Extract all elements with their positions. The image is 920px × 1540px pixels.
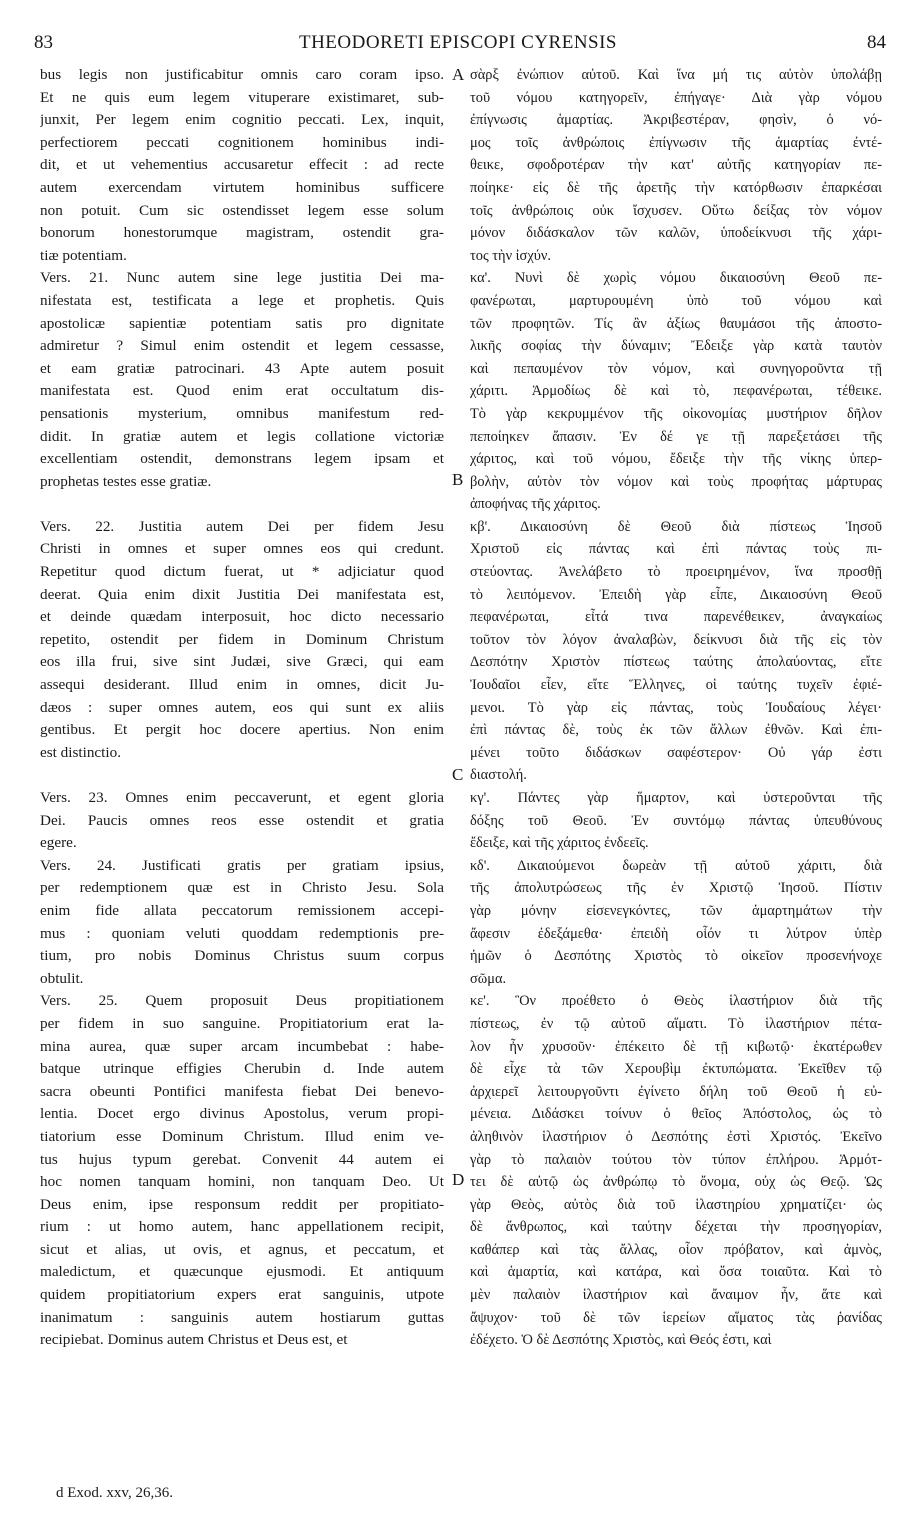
latin-text-line: egere. [40, 834, 77, 852]
latin-text-line: et eam gratiæ patrocinari. 43 Apte autem posuit [40, 359, 444, 377]
latin-text-line: Vers. 21. Nunc autem sine lege justitia Dei ma- [40, 269, 444, 287]
greek-text-line: μος τοῖς ἀνθρώποις ἐπίγνωσιν τῆς ἁμαρτίας ἐντέ- [470, 134, 882, 151]
greek-text-line: κα'. Νυνὶ δὲ χωρὶς νόμου δικαιοσύνη Θεοῦ πε- [470, 270, 882, 287]
greek-text-line: ἀποφήνας τῆς χάριτος. [470, 496, 601, 513]
latin-text-line: Christi in omnes et super omnes eos qui credunt. [40, 540, 444, 558]
greek-text-line: σὰρξ ἐνώπιον αὐτοῦ. Καὶ ἵνα μή τις αὐτὸν ὑπολάβῃ [470, 67, 882, 83]
greek-text-line: τος τὴν ἰσχύν. [470, 247, 551, 264]
greek-text-line: χάριτος, καὶ τοῦ νόμου, ἔδειξε τὴν τῆς νίκης ὑπερ- [470, 451, 882, 468]
latin-text-line: dæos : super omnes autem, eos qui sunt ex aliis [40, 698, 444, 716]
page-number-left: 83 [34, 32, 53, 53]
greek-text-line: φανέρωται, μαρτυρουμένη ὑπὸ τοῦ νόμου καὶ [470, 292, 882, 309]
greek-text-line: τοῦτον τὸν λόγον ἀναλαβὼν, δείκνυσι διὰ τῆς εἰς τὸν [470, 631, 882, 648]
latin-spacer [40, 493, 444, 516]
greek-text-line: ἄφεσιν ἐδεξάμεθα· ἐπειδὴ οἷόν τι λύτρον ὑπὲρ [470, 925, 882, 942]
latin-text-line: assequi desiderant. Illud enim in omnes, dicit Ju- [40, 676, 444, 694]
greek-text-line: ἔδειξε, καὶ τῆς χάριτος ἐνδεεῖς. [470, 835, 649, 852]
latin-text-line: non potuit. Cum sic ostendisset legem esse solum [40, 201, 444, 219]
latin-text-line: tus hujus typum gerebat. Convenit 44 autem ei [40, 1150, 444, 1168]
latin-text-line: per fidem in suo sanguine. Propitiatorium erat la- [40, 1014, 444, 1032]
latin-text-line: tiatorium esse Dominum Christum. Illud enim ve- [40, 1127, 444, 1145]
latin-text-line: Repetitur quod dictum fuerat, ut * adjiciatur quod [40, 563, 444, 581]
latin-text-line: manifestata est. Quod enim erat occultatum dis- [40, 382, 444, 400]
greek-text-line: ἀρχιερεῖ λειτουργοῦντι ἐγίνετο δήλη τοῦ Θεοῦ ἡ εὐ- [470, 1083, 882, 1100]
latin-text-line: Vers. 22. Justitia autem Dei per fidem Jesu [40, 517, 444, 535]
greek-text-line: ποίηκε· εἰς δὲ τῆς ἀρετῆς τὴν κατόρθωσιν ἐπαρκέσαι [470, 179, 882, 196]
greek-text-line: ἀληθινὸν ἱλαστήριον ὁ Δεσπότης ἐστὶ Χριστός. Ἐκεῖνο [470, 1128, 882, 1145]
greek-text-line: ἡμῶν ὁ Δεσπότης Χριστὸς τὸ οἰκεῖον προσενήνοχε [470, 948, 882, 965]
latin-text-line: bus legis non justificabitur omnis caro coram ipso. [40, 66, 444, 83]
latin-text-line: junxit, Per legem enim cognitio peccati. Lex, inquit, [40, 111, 444, 129]
greek-text-line: κγ'. Πάντες γὰρ ἥμαρτον, καὶ ὑστεροῦνται τῆς [470, 790, 882, 806]
latin-text-line: inanimatum : sanguinis autem hostiarum guttas [40, 1308, 444, 1326]
greek-text-line: ἐπὶ πάντας δὲ, τοὺς ἐκ τῶν ἄλλων ἐθνῶν. Καὶ ἐπι- [470, 722, 882, 739]
latin-text-line: mus : quoniam veluti quoddam redemptionis pre- [40, 924, 444, 942]
latin-text-line: mina aurea, quæ super arcam incumbebat : habe- [40, 1037, 444, 1055]
latin-spacer [40, 764, 444, 787]
latin-text-line: excellentiam ostendit, demonstrans legem ipsam et [40, 450, 444, 468]
page-number-right: 84 [867, 32, 886, 53]
greek-text-line: Ἰουδαῖοι εἶεν, εἴτε Ἕλληνες, οἱ ταύτης τυχεῖν ἐφιέ- [470, 677, 882, 694]
latin-text-line: Vers. 23. Omnes enim peccaverunt, et egent gloria [40, 789, 444, 806]
margin-letter-c: C [452, 765, 464, 784]
latin-text-line: rium : ut homo autem, hanc appellationem recipit, [40, 1218, 444, 1236]
greek-text-line: γὰρ μόνην εἰσενεγκόντες, τῶν ἁμαρτημάτων τὴν [470, 902, 882, 919]
latin-text-line: hoc nomen tanquam homini, non tanquam Deo. Ut [40, 1173, 444, 1191]
latin-text-line: enim fide allata peccatorum remissionem accepi- [40, 901, 444, 919]
greek-text-line: γὰρ τὸ παλαιὸν τούτου τὸν τύπον ἐπλήρου. Ἁρμότ- [470, 1151, 882, 1168]
latin-text-line: apostolicæ sapientiæ potentiam satis pro dignitate [40, 314, 444, 332]
greek-text-line: λον ἦν χρυσοῦν· ἐπέκειτο δὲ τῇ κιβωτῷ· ἑκατέρωθεν [470, 1038, 882, 1055]
greek-text-line: τῶν προφητῶν. Τίς ἂν ἀξίως θαυμάσοι τῆς ἀποστο- [470, 315, 882, 332]
latin-text-line: Vers. 24. Justificati gratis per gratiam ipsius, [40, 856, 444, 874]
greek-text-line: ἐδέχετο. Ὁ δὲ Δεσπότης Χριστὸς, καὶ Θεός ἐστι, καὶ [470, 1332, 772, 1349]
greek-text-line: μὲν παλαιὸν ἱλαστήριον καὶ ἄναιμον ἦν, ἅτε καὶ [470, 1287, 882, 1304]
greek-text-line: πίστεως, ἐν τῷ αὐτοῦ αἵματι. Τὸ ἱλαστήριον πέτα- [470, 1015, 882, 1032]
greek-text-line: ἄψυχον· τοῦ δὲ τῶν ἱερείων αἵματος τὰς ῥανίδας [470, 1309, 882, 1326]
greek-text-line: τοῦ νόμου κατηγορεῖν, ἐπήγαγε· Διὰ γὰρ νόμου [470, 89, 882, 106]
greek-text-line: ἐπίγνωσις ἁμαρτίας. Ἀκριβεστέραν, φησὶν, ὁ νό- [470, 112, 882, 129]
latin-text-line: repetito, ostendit per fidem in Dominum Christum [40, 630, 444, 648]
latin-text-line: obtulit. [40, 969, 84, 987]
latin-text-line: eos illa frui, sive sint Judæi, sive Græci, qui eam [40, 653, 444, 671]
greek-text-line: καὶ ἁμαρτία, καὶ κατάρα, καὶ ὅσα τοιαῦτα. Καὶ τὸ [470, 1264, 882, 1281]
margin-letter-d: D [452, 1170, 465, 1189]
greek-text-line: σῶμα. [470, 970, 507, 987]
latin-text-line: gentibus. Et pergit hoc docere apertius. Non enim [40, 721, 444, 739]
latin-text-line: admiretur ? Simul enim ostendit et legem cessasse, [40, 337, 444, 355]
latin-text-line: sicut et alias, ut ovis, et agnus, et peccatum, et [40, 1240, 444, 1258]
latin-text-line: nifestata est, testificata a lege et prophetis. Quis [40, 291, 444, 309]
latin-text-line: quidem propitiatorium expers erat sanguinis, utpote [40, 1286, 444, 1304]
greek-text-line: χάριτι. Ἁρμοδίως δὲ καὶ τὸ, πεφανέρωται, τέθεικε. [470, 383, 882, 400]
running-title: THEODORETI EPISCOPI CYRENSIS [298, 32, 618, 53]
greek-text-line: πεποίηκεν ἅπασιν. Ἐν δέ γε τῇ παρεξετάσει τῆς [470, 428, 882, 445]
latin-text-line: et deinde quædam interposuit, hoc dicto necessario [40, 608, 444, 626]
greek-text-line: κε'. Ὃν προέθετο ὁ Θεὸς ἱλαστήριον διὰ τῆς [470, 993, 882, 1010]
latin-text-line: prophetas testes esse gratiæ. [40, 472, 212, 490]
latin-text-line: bonorum honestorumque magistram, ostendit gra- [40, 224, 444, 242]
latin-text-line: per redemptionem quæ est in Christo Jesu. Sola [40, 879, 444, 897]
greek-text-line: τὸ λειπόμενον. Ἐπειδὴ γὰρ εἶπε, Δικαιοσύνη Θεοῦ [470, 586, 882, 603]
latin-text-line: maledictum, et quæcunque ejusmodi. Et antiquum [40, 1263, 444, 1281]
latin-text-line: perfectiorem peccati cognitionem hominibus indi- [40, 133, 444, 151]
greek-text-line: καὶ πεπαυμένον τὸν νόμον, καὶ συνηγοροῦντα τῇ [470, 360, 882, 377]
latin-text-line: tiæ potentiam. [40, 246, 127, 264]
greek-text-line: θεικε, σφοδροτέραν τὴν κατ' αὐτῆς κατηγορίαν πε- [470, 157, 882, 174]
greek-column [470, 64, 882, 1352]
greek-text-line: Τὸ γὰρ κεκρυμμένον τῆς οἰκονομίας μυστήριον δῆλον [470, 405, 882, 422]
latin-text-line: Et ne quis eum legem vituperare existimaret, sub- [40, 88, 444, 106]
greek-text-line: δὲ εἶχε τὰ τῶν Χερουβὶμ ἐκτυπώματα. Ἐκεῖθεν τῷ [470, 1061, 882, 1078]
greek-text-line: καθάπερ καὶ τὰς ἄλλας, οἷον πρόβατον, καὶ ἀμνὸς, [470, 1241, 882, 1258]
greek-text-line: κβ'. Δικαιοσύνη δὲ Θεοῦ διὰ πίστεως Ἰησοῦ [470, 518, 882, 535]
latin-text-line: pensationis mysterium, omnibus manifestum red- [40, 404, 444, 422]
latin-text-line: batque utrinque effigies Cherubin d. Inde autem [40, 1060, 444, 1078]
greek-text-line: μενοι. Τὸ γὰρ εἰς πάντας, τοὺς Ἰουδαίους λέγει· [470, 699, 882, 716]
greek-text-line: βολὴν, αὐτὸν τὸν νόμον καὶ τοὺς προφήτας μάρτυρας [470, 473, 882, 490]
greek-text-line: πεφανέρωται, εἶτά τινα παρενέθεικεν, ἀναγκαίως [470, 609, 882, 626]
greek-text-line: Δεσπότην Χριστὸν πίστεως ταύτης ἀπολαύοντας, εἴτε [470, 654, 882, 671]
latin-text-line: Deus enim, ipse responsum reddit per propitiato- [40, 1195, 444, 1213]
latin-text-line: deerat. Quia enim dixit Justitia Dei manifestata est, [40, 585, 444, 603]
margin-letter-b: B [452, 470, 464, 489]
latin-text-line: dit, et ut vehementius accusaretur effecit : ad recte [40, 156, 444, 174]
latin-text-line: sacra obeunti Pontifici manifesta fiebat Dei benevo- [40, 1082, 444, 1100]
greek-text-line: μένεια. Διδάσκει τοίνυν ὁ θεῖος Ἀπόστολος, ὡς τὸ [470, 1106, 882, 1123]
latin-text-line: Dei. Paucis omnes reos esse ostendit et gratia [40, 811, 444, 829]
greek-text-line: δὲ ἄνθρωπος, καὶ ταύτην δέχεται τὴν προσηγορίαν, [470, 1219, 882, 1236]
greek-text-line: μόνον διδάσκαλον τῶν καλῶν, ὑποδείκνυσι τῆς χάρι- [470, 225, 882, 242]
page-header [30, 32, 886, 62]
greek-text-line: κδ'. Δικαιούμενοι δωρεὰν τῇ αὐτοῦ χάριτι, διὰ [470, 857, 882, 874]
footnote: d Exod. xxv, 26,36. [56, 1485, 173, 1501]
latin-text-line: Vers. 25. Quem proposuit Deus propitiationem [40, 992, 444, 1010]
latin-text-line: autem exercendam virtutem hominibus sufficere [40, 178, 444, 196]
greek-text-line: Χριστοῦ εἰς πάντας καὶ ἐπὶ πάντας τοὺς πι- [470, 541, 882, 558]
greek-text-line: στεύοντας. Ἀνελάβετο τὸ προειρημένον, ἵνα προσθῇ [470, 564, 882, 581]
greek-text-line: τῆς ἀπολυτρώσεως τῆς ἐν Χριστῷ Ἰησοῦ. Πίστιν [470, 880, 882, 897]
latin-text-line: lentia. Docet ergo divinus Apostolus, verum propi- [40, 1105, 444, 1123]
greek-text-line: μένει τοῦτο διδάσκων σαφέστερον· Οὐ γάρ ἐστι [470, 744, 882, 761]
greek-text-line: δόξης τοῦ Θεοῦ. Ἐν συντόμῳ πάντας ὑπευθύνους [470, 812, 882, 829]
greek-text-line: τει δὲ αὐτῷ ὡς ἀνθρώπῳ τὸ ὄνομα, οὐχ ὡς Θεῷ. Ὡς [470, 1174, 882, 1191]
latin-column [40, 64, 444, 1352]
latin-text-line: est distinctio. [40, 743, 121, 761]
latin-text-line: didit. In gratiæ autem et legis collatione victoriæ [40, 427, 444, 445]
greek-text-line: γὰρ Θεὸς, αὐτὸς διὰ τοῦ ἱλαστηρίου χρηματίζει· ὡς [470, 1196, 882, 1213]
greek-text-line: λικῆς σοφίας τὴν δύναμιν; Ἔδειξε γὰρ κατὰ ταυτὸν [470, 338, 882, 355]
latin-text-line: recipiebat. Dominus autem Christus et Deus est, et [40, 1331, 348, 1349]
latin-text-line: tium, pro nobis Dominus Christus suum corpus [40, 947, 444, 965]
greek-text-line: τοῖς ἀνθρώποις οὐκ ἴσχυσεν. Οὕτω δείξας τὸν νόμον [470, 202, 882, 219]
margin-letter-a: A [452, 65, 465, 84]
greek-text-line: διαστολή. [470, 767, 527, 784]
